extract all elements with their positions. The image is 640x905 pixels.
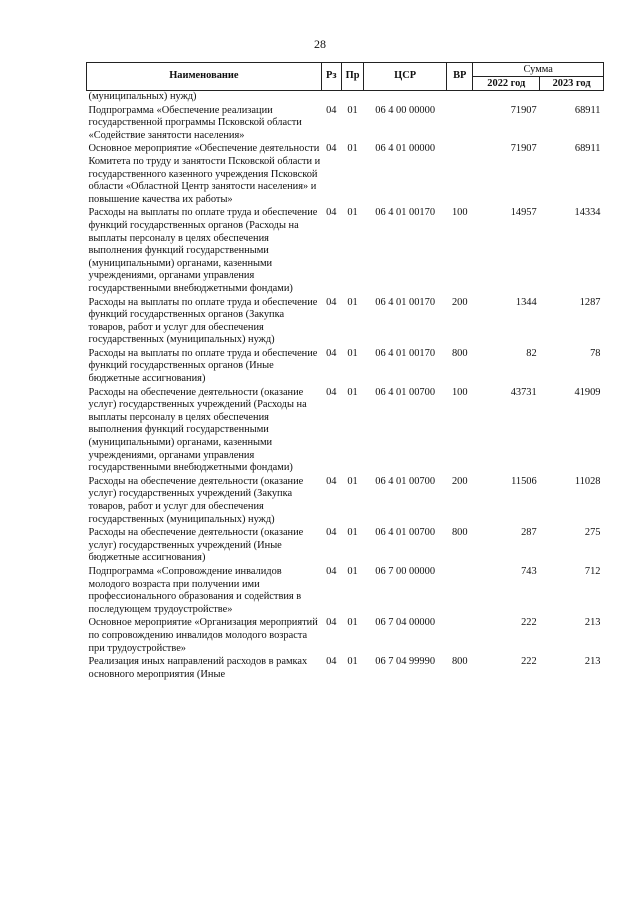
cell-csr: 06 7 04 99990 <box>375 656 436 668</box>
cell-csr: 06 4 01 00000 <box>375 143 436 155</box>
cell-sum-2023: 213 <box>584 656 601 668</box>
table-row <box>87 207 604 296</box>
table-row <box>87 566 604 617</box>
cell-sum-2022: 14957 <box>510 207 537 219</box>
table-row <box>87 476 604 527</box>
header-year-2023: 2023 год <box>540 77 604 91</box>
table-row <box>87 617 604 656</box>
cell-rz: 04 <box>326 347 337 359</box>
cell-name: Расходы на выплаты по оплате труда и обеспечение функций государственных органов (Расходы на выплаты персоналу в целях обеспечения выполнения функций государственными (муниципальными) органами, казенными учреждениями, органами управления государственными внебюджетными фондами) <box>88 207 318 294</box>
cell-csr: 06 4 01 00700 <box>375 475 436 487</box>
cell-name: Расходы на обеспечение деятельности (оказание услуг) государственных учреждений (Иные бюджетные ассигнования) <box>88 527 304 564</box>
cell-csr: 06 7 04 00000 <box>375 617 436 629</box>
cell-name: Основное мероприятие «Обеспечение деятельности Комитета по труду и занятости Псковской области и государственного казенного учреждения Псковской области «Областной Центр занятости населения» и повышение качества их работы» <box>88 143 321 205</box>
cell-csr: 06 4 01 00700 <box>375 527 436 539</box>
cell-sum-2022: 287 <box>521 527 537 539</box>
cell-csr: 06 7 00 00000 <box>375 565 436 577</box>
cell-vr: 100 <box>451 207 468 219</box>
cell-pr: 01 <box>347 617 358 629</box>
cell-sum-2023: 41909 <box>574 386 601 398</box>
cell-pr: 01 <box>347 565 358 577</box>
table-body <box>87 91 604 683</box>
table-row-continuation <box>87 91 604 105</box>
cell-name: Расходы на выплаты по оплате труда и обеспечение функций государственных органов (Закупка товаров, работ и услуг для обеспечения государственных (муниципальных) нужд) <box>88 296 318 346</box>
cell-pr: 01 <box>347 143 358 155</box>
cell-csr: 06 4 01 00170 <box>375 296 436 308</box>
cell-pr: 01 <box>347 527 358 539</box>
page-number: 28 <box>314 37 326 51</box>
cell-rz: 04 <box>326 296 337 308</box>
cell-sum-2022: 222 <box>521 656 537 668</box>
cell-sum-2022: 82 <box>526 347 537 359</box>
cell-sum-2022: 43731 <box>510 386 537 398</box>
cell-csr: 06 4 01 00170 <box>375 347 436 359</box>
table-row <box>87 656 604 682</box>
table-row <box>87 348 604 387</box>
cell-sum-2023: 14334 <box>574 207 601 219</box>
continuation-text: (муниципальных) нужд) <box>88 91 197 102</box>
cell-pr: 01 <box>347 207 358 219</box>
cell-pr: 01 <box>347 386 358 398</box>
header-sum: Сумма <box>473 63 604 77</box>
budget-table <box>86 62 604 682</box>
cell-rz: 04 <box>326 617 337 629</box>
cell-sum-2023: 68911 <box>574 143 601 155</box>
header-rz: Рз <box>321 63 341 91</box>
cell-name: Подпрограмма «Обеспечение реализации государственной программы Псковской области «Содействие занятости населения» <box>88 104 302 141</box>
table-row <box>87 387 604 476</box>
cell-name: Основное мероприятие «Организация мероприятий по сопровождению инвалидов молодого возраста при трудоустройстве» <box>88 617 318 654</box>
cell-sum-2023: 275 <box>584 527 601 539</box>
cell-vr <box>447 105 473 144</box>
cell-vr: 800 <box>451 527 468 539</box>
cell-sum-2022: 1344 <box>515 296 537 308</box>
cell-name: Расходы на обеспечение деятельности (оказание услуг) государственных учреждений (Расходы на выплаты персоналу в целях обеспечения выполнения функций государственными (муниципальными) органами, казенными учреждениями, органами управления государственными внебюджетными фондами) <box>88 386 307 474</box>
header-name: Наименование <box>87 63 322 91</box>
cell-vr: 800 <box>451 656 468 668</box>
cell-vr <box>447 566 473 617</box>
cell-rz: 04 <box>326 143 337 155</box>
cell-sum-2023: 11028 <box>574 475 601 487</box>
cell-name: Расходы на выплаты по оплате труда и обеспечение функций государственных органов (Иные бюджетные ассигнования) <box>88 347 318 385</box>
header-csr: ЦСР <box>364 63 447 91</box>
cell-sum-2023: 78 <box>590 347 601 359</box>
cell-sum-2022: 743 <box>521 565 537 577</box>
cell-sum-2023: 1287 <box>579 296 601 308</box>
cell-csr: 06 4 01 00170 <box>375 207 436 219</box>
table-header <box>87 63 604 91</box>
table-row <box>87 297 604 348</box>
cell-sum-2022: 222 <box>521 617 537 629</box>
cell-rz: 04 <box>326 656 337 668</box>
cell-rz: 04 <box>326 207 337 219</box>
cell-rz: 04 <box>326 527 337 539</box>
cell-csr: 06 4 00 00000 <box>375 104 436 116</box>
header-year-2022: 2022 год <box>473 77 540 91</box>
cell-rz: 04 <box>326 386 337 398</box>
cell-csr: 06 4 01 00700 <box>375 386 436 398</box>
cell-vr: 800 <box>451 347 468 359</box>
cell-rz: 04 <box>326 565 337 577</box>
cell-sum-2023: 712 <box>584 565 601 577</box>
cell-pr: 01 <box>347 347 358 359</box>
cell-sum-2022: 71907 <box>510 143 537 155</box>
header-pr: Пр <box>341 63 363 91</box>
cell-sum-2023: 68911 <box>574 104 601 116</box>
cell-name: Реализация иных направлений расходов в рамках основного мероприятия (Иные <box>88 656 308 680</box>
header-vr: ВР <box>447 63 473 91</box>
cell-sum-2023: 213 <box>584 617 601 629</box>
cell-vr: 200 <box>451 296 468 308</box>
table-row <box>87 527 604 566</box>
cell-sum-2022: 71907 <box>510 104 537 116</box>
table-row <box>87 105 604 144</box>
table-row <box>87 143 604 207</box>
cell-pr: 01 <box>347 475 358 487</box>
cell-rz: 04 <box>326 104 337 116</box>
cell-vr: 200 <box>451 475 468 487</box>
cell-vr <box>447 143 473 207</box>
cell-sum-2022: 11506 <box>511 475 537 487</box>
cell-pr: 01 <box>347 656 358 668</box>
cell-pr: 01 <box>347 104 358 116</box>
cell-vr <box>447 617 473 656</box>
cell-name: Расходы на обеспечение деятельности (оказание услуг) государственных учреждений (Закупка товаров, работ и услуг для обеспечения государственных (муниципальных) нужд) <box>88 475 304 525</box>
cell-pr: 01 <box>347 296 358 308</box>
cell-vr: 100 <box>451 386 468 398</box>
cell-name: Подпрограмма «Сопровождение инвалидов молодого возраста при получении ими профессионального образования и содействия в последующем трудоустройстве» <box>88 565 302 615</box>
cell-rz: 04 <box>326 475 337 487</box>
